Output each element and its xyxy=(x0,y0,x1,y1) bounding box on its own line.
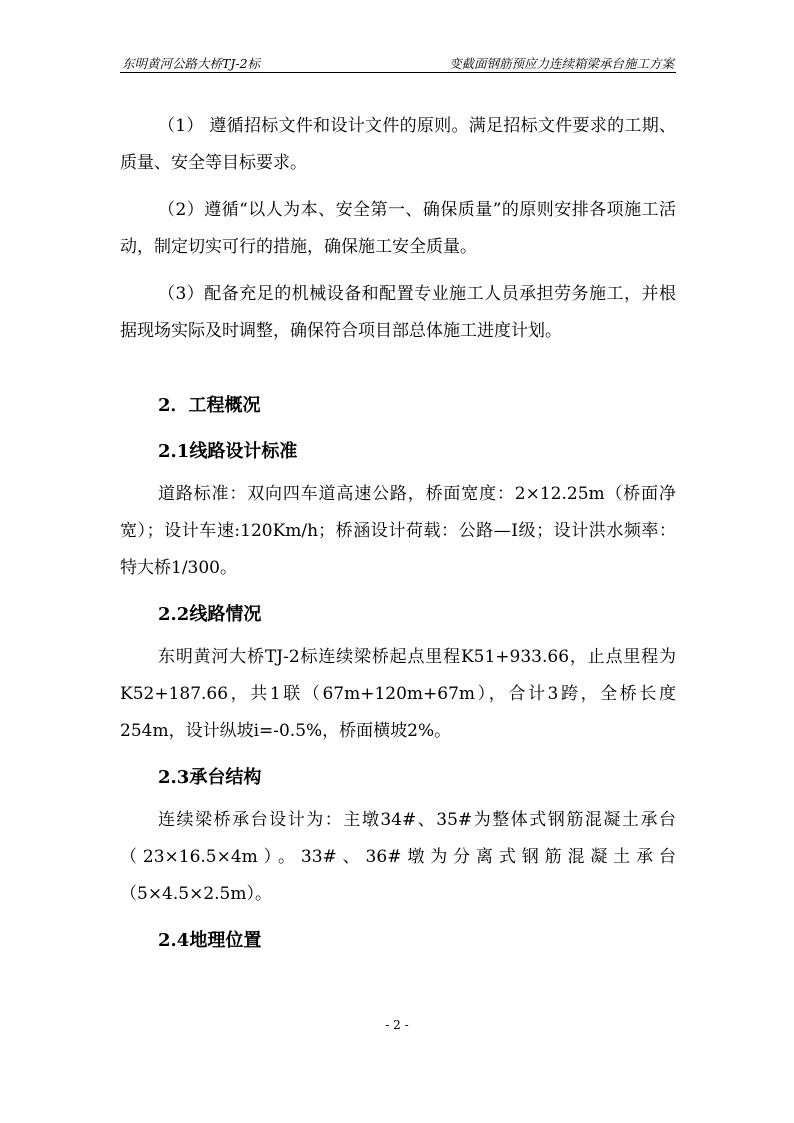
route-situation-paragraph: 东明黄河大桥TJ-2标连续梁桥起点里程K51+933.66，止点里程为K52+187.66，共1联（67m+120m+67m），合计3跨，全桥长度254m，设计纵坡i=-0.5%，桥面横坡2%。 xyxy=(120,647,676,741)
principle-paragraph-2: （2）遵循“以人为本、安全第一、确保质量”的原则安排各项施工活动，制定切实可行的措施，确保施工安全质量。 xyxy=(120,200,676,257)
header-document-title: 变截面钢筋预应力连续箱梁承台施工方案 xyxy=(448,56,674,71)
document-body xyxy=(120,108,676,961)
design-standard-paragraph: 道路标准：双向四车道高速公路，桥面宽度：2×12.25m（桥面净宽）；设计车速:120Km/h；桥涵设计荷载：公路—Ⅰ级；设计洪水频率：特大桥1/300。 xyxy=(120,484,676,578)
header-project-name: 东明黄河公路大桥TJ-2标 xyxy=(122,56,261,71)
page-number: - 2 - xyxy=(385,1018,409,1032)
subsection-heading-design-standard: 2.1线路设计标准 xyxy=(158,441,298,462)
subsection-heading-location: 2.4地理位置 xyxy=(158,930,262,951)
subsection-heading-route-situation: 2.2线路情况 xyxy=(158,604,262,625)
subsection-heading-pile-cap-structure: 2.3承台结构 xyxy=(158,767,262,788)
pile-cap-structure-paragraph: 连续梁桥承台设计为：主墩34#、35#为整体式钢筋混凝土承台（23×16.5×4m）。33#、36#墩为分离式钢筋混凝土承台（5×4.5×2.5m）。 xyxy=(120,810,676,904)
section-heading-project-overview: 2．工程概况 xyxy=(158,395,261,416)
principle-paragraph-3: （3）配备充足的机械设备和配置专业施工人员承担劳务施工，并根据现场实际及时调整，确保符合项目部总体施工进度计划。 xyxy=(120,284,676,341)
principle-paragraph-1: （1） 遵循招标文件和设计文件的原则。满足招标文件要求的工期、质量、安全等目标要求。 xyxy=(120,116,676,173)
page-header xyxy=(120,50,676,73)
